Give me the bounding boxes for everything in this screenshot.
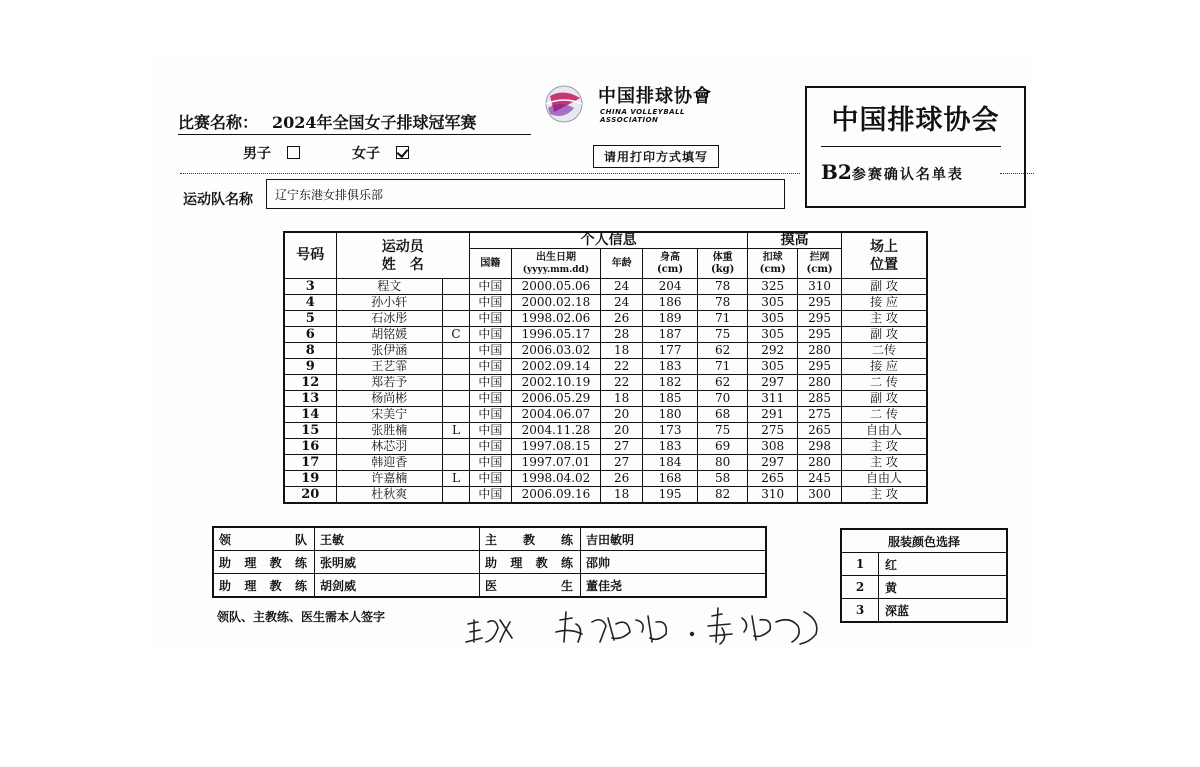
male-checkbox[interactable] [287,146,300,159]
player-position: 自由人 [841,471,927,487]
player-spike-reach: 297 [748,455,798,471]
assistant-coach-label: 助理教练 [213,574,315,598]
form-title-text: 参赛确认名单表 [851,167,964,183]
player-block-reach: 285 [798,391,842,407]
player-height: 180 [642,407,697,423]
table-row [284,455,927,471]
player-height: 195 [642,487,697,504]
player-block-reach: 295 [798,311,842,327]
table-row [284,343,927,359]
col-weight-unit: (kg) [710,263,735,275]
player-weight: 62 [698,343,748,359]
player-mark [442,359,469,375]
player-number: 12 [284,375,336,391]
player-spike-reach: 305 [748,311,798,327]
player-position: 副 攻 [841,279,927,295]
player-height: 184 [642,455,697,471]
logo-text-cn: 中国排球协會 [598,86,712,107]
player-weight: 80 [698,455,748,471]
player-number: 19 [284,471,336,487]
roster-table [283,231,928,504]
player-number: 3 [284,279,336,295]
col-age: 年龄 [601,249,643,279]
player-age: 22 [601,359,643,375]
player-height: 204 [642,279,697,295]
col-weight-label: 体重 [712,251,733,263]
uniform-color-index: 1 [841,553,879,576]
player-mark [442,343,469,359]
print-hint: 请用打印方式填写 [593,145,719,168]
association-rule [821,146,1001,147]
col-athlete-top: 运动员 [381,238,424,255]
player-number: 8 [284,343,336,359]
player-block-reach: 310 [798,279,842,295]
roster-body [284,279,927,504]
player-mark [442,311,469,327]
player-birth-date: 1997.07.01 [511,455,601,471]
player-number: 5 [284,311,336,327]
col-spike [748,249,798,279]
col-number: 号码 [284,232,336,279]
player-birth-date: 2000.02.18 [511,295,601,311]
player-block-reach: 280 [798,455,842,471]
male-option[interactable] [243,143,300,163]
male-label: 男子 [243,146,271,162]
player-block-reach: 265 [798,423,842,439]
player-number: 6 [284,327,336,343]
head-coach-label: 主 教 练 [480,527,581,551]
player-block-reach: 245 [798,471,842,487]
table-row [284,487,927,504]
form-title [821,160,964,184]
team-name-label: 运动队名称 [183,192,253,208]
player-height: 177 [642,343,697,359]
head-coach-name[interactable]: 吉田敏明 [581,527,767,551]
player-block-reach: 298 [798,439,842,455]
player-name: 胡铭媛 [336,327,442,343]
player-name: 许嘉楠 [336,471,442,487]
uniform-color-title: 服装颜色选择 [841,529,1007,553]
staff-row [213,551,766,574]
player-nationality: 中国 [469,391,511,407]
col-position-bottom: 位置 [869,256,898,273]
player-spike-reach: 311 [748,391,798,407]
table-row [284,407,927,423]
staff-table [212,526,767,598]
uniform-color-row[interactable] [841,576,1007,599]
player-number: 13 [284,391,336,407]
player-mark: L [442,423,469,439]
uniform-color-index: 3 [841,599,879,623]
player-number: 4 [284,295,336,311]
player-block-reach: 295 [798,327,842,343]
player-name: 孙小轩 [336,295,442,311]
col-position-top: 场上 [869,238,898,255]
player-birth-date: 2006.09.16 [511,487,601,504]
player-weight: 71 [698,311,748,327]
player-name: 张胜楠 [336,423,442,439]
player-position: 接 应 [841,295,927,311]
player-age: 27 [601,455,643,471]
table-row [284,439,927,455]
player-position: 副 攻 [841,391,927,407]
player-age: 20 [601,423,643,439]
player-birth-date: 1998.04.02 [511,471,601,487]
col-height-label: 身高 [660,251,681,263]
player-name: 杨尚彬 [336,391,442,407]
table-row [284,295,927,311]
col-block-label: 拦网 [809,251,830,263]
col-birth-date-format: (yyyy.mm.dd) [522,264,590,275]
col-personal-info: 个人信息 [469,232,747,249]
table-row [284,311,927,327]
form-code: B2 [821,160,852,184]
player-nationality: 中国 [469,343,511,359]
uniform-color-value: 黄 [879,576,1008,599]
player-mark [442,391,469,407]
association-logo [540,82,720,126]
player-position: 主 攻 [841,439,927,455]
col-position [841,232,927,279]
player-weight: 78 [698,279,748,295]
uniform-color-value: 红 [879,553,1008,576]
leader-label: 领 队 [213,527,315,551]
player-nationality: 中国 [469,471,511,487]
player-age: 20 [601,407,643,423]
player-spike-reach: 305 [748,359,798,375]
female-option[interactable] [352,143,409,163]
player-age: 22 [601,375,643,391]
doctor-name[interactable]: 董佳尧 [581,574,767,598]
player-age: 27 [601,439,643,455]
player-weight: 75 [698,423,748,439]
female-checkbox[interactable] [396,146,409,159]
player-position: 二 传 [841,375,927,391]
player-height: 189 [642,311,697,327]
col-spike-label: 扣球 [762,251,783,263]
player-height: 187 [642,327,697,343]
player-weight: 68 [698,407,748,423]
player-age: 18 [601,391,643,407]
player-name: 张伊涵 [336,343,442,359]
player-age: 24 [601,279,643,295]
player-position: 二传 [841,343,927,359]
player-position: 接 应 [841,359,927,375]
player-birth-date: 2006.03.02 [511,343,601,359]
association-box [805,86,1026,208]
player-name: 韩迎香 [336,455,442,471]
col-birth-date-label: 出生日期 [535,251,576,263]
team-name-field[interactable] [266,179,785,209]
player-birth-date: 2000.05.06 [511,279,601,295]
player-weight: 75 [698,327,748,343]
player-nationality: 中国 [469,423,511,439]
player-mark [442,279,469,295]
player-birth-date: 2004.06.07 [511,407,601,423]
player-age: 18 [601,487,643,504]
player-spike-reach: 265 [748,471,798,487]
col-height [642,249,697,279]
player-birth-date: 2002.10.19 [511,375,601,391]
player-spike-reach: 297 [748,375,798,391]
player-nationality: 中国 [469,279,511,295]
player-name: 林芯羽 [336,439,442,455]
col-nationality: 国籍 [469,249,511,279]
player-position: 自由人 [841,423,927,439]
player-mark [442,455,469,471]
player-weight: 58 [698,471,748,487]
player-weight: 62 [698,375,748,391]
col-athlete-name: 姓 名 [381,256,424,273]
player-height: 168 [642,471,697,487]
player-position: 主 攻 [841,455,927,471]
player-nationality: 中国 [469,327,511,343]
player-weight: 69 [698,439,748,455]
player-nationality: 中国 [469,359,511,375]
player-nationality: 中国 [469,295,511,311]
player-height: 182 [642,375,697,391]
player-block-reach: 295 [798,359,842,375]
player-mark [442,439,469,455]
player-spike-reach: 292 [748,343,798,359]
player-height: 173 [642,423,697,439]
col-reach: 摸高 [748,232,842,249]
player-nationality: 中国 [469,487,511,504]
player-age: 26 [601,471,643,487]
table-row [284,423,927,439]
col-block [798,249,842,279]
player-height: 183 [642,439,697,455]
col-height-unit: (cm) [656,263,684,275]
table-row [284,279,927,295]
player-spike-reach: 325 [748,279,798,295]
player-block-reach: 300 [798,487,842,504]
uniform-color-table [840,528,1008,623]
match-name-line [178,110,531,135]
player-number: 17 [284,455,336,471]
player-block-reach: 280 [798,343,842,359]
player-name: 程文 [336,279,442,295]
staff-row [213,527,766,551]
player-weight: 71 [698,359,748,375]
match-name-value: 2024年全国女子排球冠军赛 [272,113,477,132]
player-block-reach: 275 [798,407,842,423]
signature-note: 领队、主教练、医生需本人签字 [217,610,386,624]
player-spike-reach: 308 [748,439,798,455]
player-height: 185 [642,391,697,407]
table-row [284,375,927,391]
player-mark: C [442,327,469,343]
col-block-unit: (cm) [806,263,833,275]
player-spike-reach: 291 [748,407,798,423]
player-number: 20 [284,487,336,504]
player-weight: 82 [698,487,748,504]
dotted-divider [180,173,800,174]
col-weight [698,249,748,279]
player-mark: L [442,471,469,487]
player-position: 主 攻 [841,311,927,327]
player-spike-reach: 275 [748,423,798,439]
logo-text-en: CHINA VOLLEYBALL ASSOCIATION [600,108,686,124]
player-number: 15 [284,423,336,439]
assistant-coach-label: 助理教练 [213,551,315,574]
player-spike-reach: 310 [748,487,798,504]
player-birth-date: 1996.05.17 [511,327,601,343]
staff-row [213,574,766,598]
female-label: 女子 [352,146,380,162]
player-birth-date: 2004.11.28 [511,423,601,439]
player-age: 28 [601,327,643,343]
player-position: 副 攻 [841,327,927,343]
player-weight: 78 [698,295,748,311]
player-spike-reach: 305 [748,327,798,343]
player-name: 石冰彤 [336,311,442,327]
uniform-color-index: 2 [841,576,879,599]
player-mark [442,407,469,423]
table-row [284,327,927,343]
player-birth-date: 1998.02.06 [511,311,601,327]
col-athlete [336,232,469,279]
player-nationality: 中国 [469,311,511,327]
team-name-value: 辽宁东港女排俱乐部 [275,188,384,202]
player-age: 26 [601,311,643,327]
uniform-color-value: 深蓝 [879,599,1008,623]
player-name: 杜秋爽 [336,487,442,504]
player-number: 9 [284,359,336,375]
player-spike-reach: 305 [748,295,798,311]
player-nationality: 中国 [469,407,511,423]
player-birth-date: 1997.08.15 [511,439,601,455]
player-name: 郑若予 [336,375,442,391]
player-position: 二 传 [841,407,927,423]
player-age: 24 [601,295,643,311]
assistant-coach-label: 助理教练 [480,551,581,574]
volleyball-logo-icon [540,82,592,126]
uniform-color-row[interactable] [841,599,1007,623]
player-nationality: 中国 [469,375,511,391]
player-nationality: 中国 [469,455,511,471]
assistant-coach-name[interactable]: 胡剑威 [315,574,480,598]
table-row [284,471,927,487]
player-block-reach: 295 [798,295,842,311]
player-position: 主 攻 [841,487,927,504]
table-row [284,391,927,407]
match-name-label: 比赛名称： [178,113,259,132]
player-birth-date: 2002.09.14 [511,359,601,375]
player-number: 16 [284,439,336,455]
player-height: 186 [642,295,697,311]
col-spike-unit: (cm) [759,263,786,275]
player-mark [442,375,469,391]
association-title: 中国排球协会 [831,105,1000,136]
assistant-coach-name[interactable]: 邵帅 [581,551,767,574]
player-name: 宋美宁 [336,407,442,423]
handwritten-signatures [460,598,840,648]
doctor-label: 医 生 [480,574,581,598]
col-birth-date [511,249,601,279]
player-birth-date: 2006.05.29 [511,391,601,407]
leader-name[interactable]: 王敏 [315,527,480,551]
player-nationality: 中国 [469,439,511,455]
player-mark [442,295,469,311]
player-age: 18 [601,343,643,359]
player-mark [442,487,469,504]
assistant-coach-name[interactable]: 张明威 [315,551,480,574]
player-weight: 70 [698,391,748,407]
uniform-color-row[interactable] [841,553,1007,576]
table-row [284,359,927,375]
player-number: 14 [284,407,336,423]
player-height: 183 [642,359,697,375]
player-name: 王艺霏 [336,359,442,375]
player-block-reach: 280 [798,375,842,391]
